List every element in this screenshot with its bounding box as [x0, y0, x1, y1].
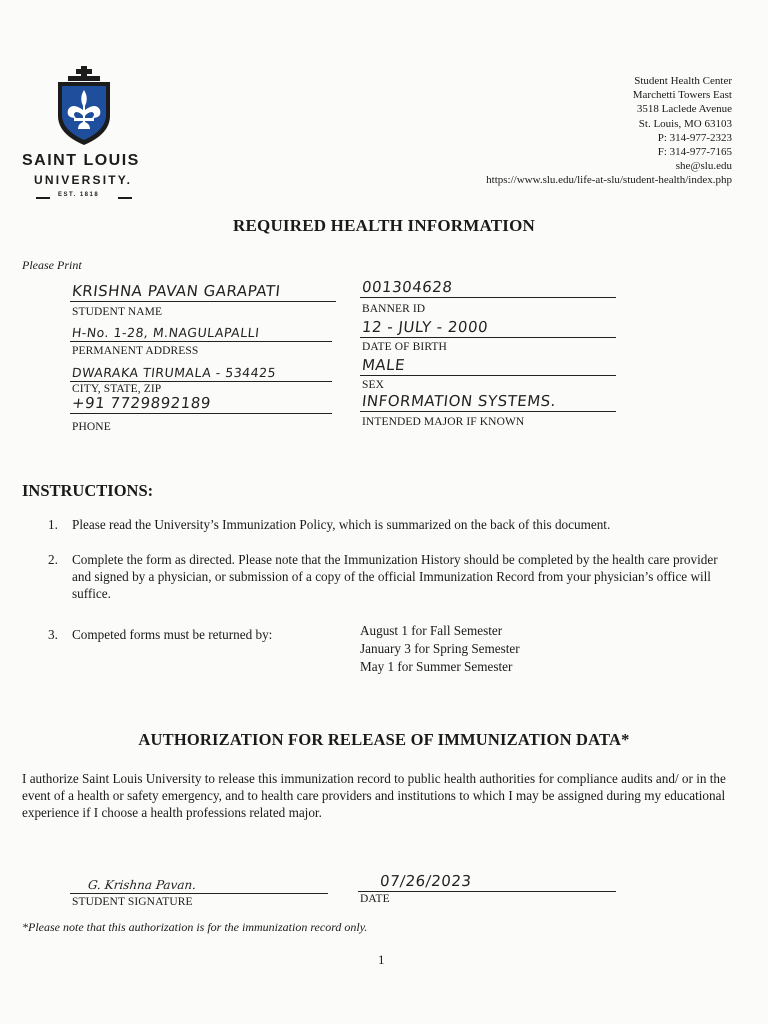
date-of-birth-field[interactable] — [360, 318, 616, 338]
student-name-label: STUDENT NAME — [72, 306, 163, 318]
field-underline — [360, 297, 616, 298]
intended-major-field[interactable] — [360, 392, 616, 412]
phone-value: +91 7729892189 — [71, 394, 212, 412]
field-underline — [70, 893, 328, 894]
authorization-text: I authorize Saint Louis University to release this immunization record to public health authorities for compliance audits and/ or in the event of a health or safety emergency, and to health care providers and institutions to which I may be assigned during my educational experience if I choose a health professions related major. — [22, 771, 726, 820]
deadline-spring: January 3 for Spring Semester — [360, 641, 520, 656]
address-line: St. Louis, MO 63103 — [638, 117, 732, 130]
field-underline — [360, 337, 616, 338]
authorization-heading: AUTHORIZATION FOR RELEASE OF IMMUNIZATION DATA* — [138, 730, 630, 749]
logo-established: EST. 1818 — [58, 192, 100, 198]
instruction-text: Complete the form as directed. Please note that the Immunization History should be completed by the health care provider and signed by a physician, or submission of a copy of the official Immunization Record from your physician’s office will suffice. — [72, 552, 718, 601]
deadline-fall: August 1 for Fall Semester — [360, 623, 503, 638]
address-fax: F: 314-977-7165 — [657, 146, 732, 159]
phone-label: PHONE — [72, 421, 111, 433]
banner-id-value: 001304628 — [361, 278, 454, 296]
instruction-item-3 — [48, 626, 348, 646]
city-state-zip-label: CITY, STATE, ZIP — [72, 383, 162, 395]
instruction-number: 2. — [48, 552, 58, 567]
permanent-address-label: PERMANENT ADDRESS — [72, 345, 199, 357]
address-line: Student Health Center — [634, 75, 732, 87]
date-of-birth-label: DATE OF BIRTH — [362, 341, 447, 353]
deadline-list — [360, 622, 520, 676]
instruction-text: Competed forms must be returned by: — [72, 627, 273, 642]
instruction-number: 1. — [48, 517, 58, 532]
phone-field[interactable] — [70, 394, 332, 414]
field-underline — [360, 411, 616, 412]
field-underline — [70, 341, 332, 342]
field-underline — [358, 891, 616, 892]
address-block — [486, 74, 732, 188]
student-signature-field[interactable] — [70, 872, 328, 894]
permanent-address-field[interactable] — [70, 320, 332, 342]
intended-major-label: INTENDED MAJOR IF KNOWN — [362, 416, 525, 428]
date-label: DATE — [360, 893, 390, 905]
instruction-number: 3. — [48, 627, 58, 642]
deadline-summer: May 1 for Summer Semester — [360, 659, 513, 674]
sex-label: SEX — [362, 379, 385, 391]
field-underline — [70, 381, 332, 382]
city-state-zip-field[interactable] — [70, 360, 332, 382]
logo-dash-right — [118, 197, 132, 199]
address-line: Marchetti Towers East — [632, 89, 732, 102]
instruction-item-2 — [48, 551, 738, 607]
instructions-heading: INSTRUCTIONS: — [22, 481, 154, 500]
permanent-address-value: H-No. 1-28, M.NAGULAPALLI — [71, 325, 261, 340]
city-state-zip-value: DWARAKA TIRUMALA - 534425 — [71, 365, 277, 380]
sex-field[interactable] — [360, 356, 616, 376]
logo-dash-left — [36, 197, 50, 199]
student-name-field[interactable] — [70, 280, 336, 302]
form-title: REQUIRED HEALTH INFORMATION — [233, 216, 535, 235]
authorization-footnote: *Please note that this authorization is for the immunization record only. — [22, 920, 368, 934]
student-signature-value: G. Krishna Pavan. — [87, 878, 197, 892]
date-field[interactable] — [358, 870, 616, 892]
please-print-note: Please Print — [22, 258, 82, 272]
intended-major-value: INFORMATION SYSTEMS. — [361, 392, 557, 410]
date-value: 07/26/2023 — [379, 872, 473, 890]
logo-wordmark-line1: SAINT LOUIS — [22, 152, 140, 169]
banner-id-label: BANNER ID — [362, 303, 426, 315]
instruction-item-1 — [48, 516, 738, 536]
address-url: https://www.slu.edu/life-at-slu/student-health/index.php — [486, 174, 732, 187]
student-signature-label: STUDENT SIGNATURE — [72, 896, 193, 908]
address-phone: P: 314-977-2323 — [657, 131, 732, 144]
logo-wordmark-line2: UNIVERSITY. — [34, 173, 133, 187]
slu-shield-logo — [54, 66, 114, 146]
address-email: she@slu.edu — [675, 160, 732, 173]
student-name-value: KRISHNA PAVAN GARAPATI — [71, 282, 282, 300]
page-number: 1 — [378, 952, 385, 967]
banner-id-field[interactable] — [360, 280, 616, 298]
instruction-text: Please read the University’s Immunization Policy, which is summarized on the back of this document. — [72, 517, 611, 532]
sex-value: MALE — [361, 356, 406, 374]
field-underline — [70, 413, 332, 414]
address-line: 3518 Laclede Avenue — [636, 103, 732, 116]
field-underline — [70, 301, 336, 302]
field-underline — [360, 375, 616, 376]
date-of-birth-value: 12 - JULY - 2000 — [361, 318, 490, 336]
